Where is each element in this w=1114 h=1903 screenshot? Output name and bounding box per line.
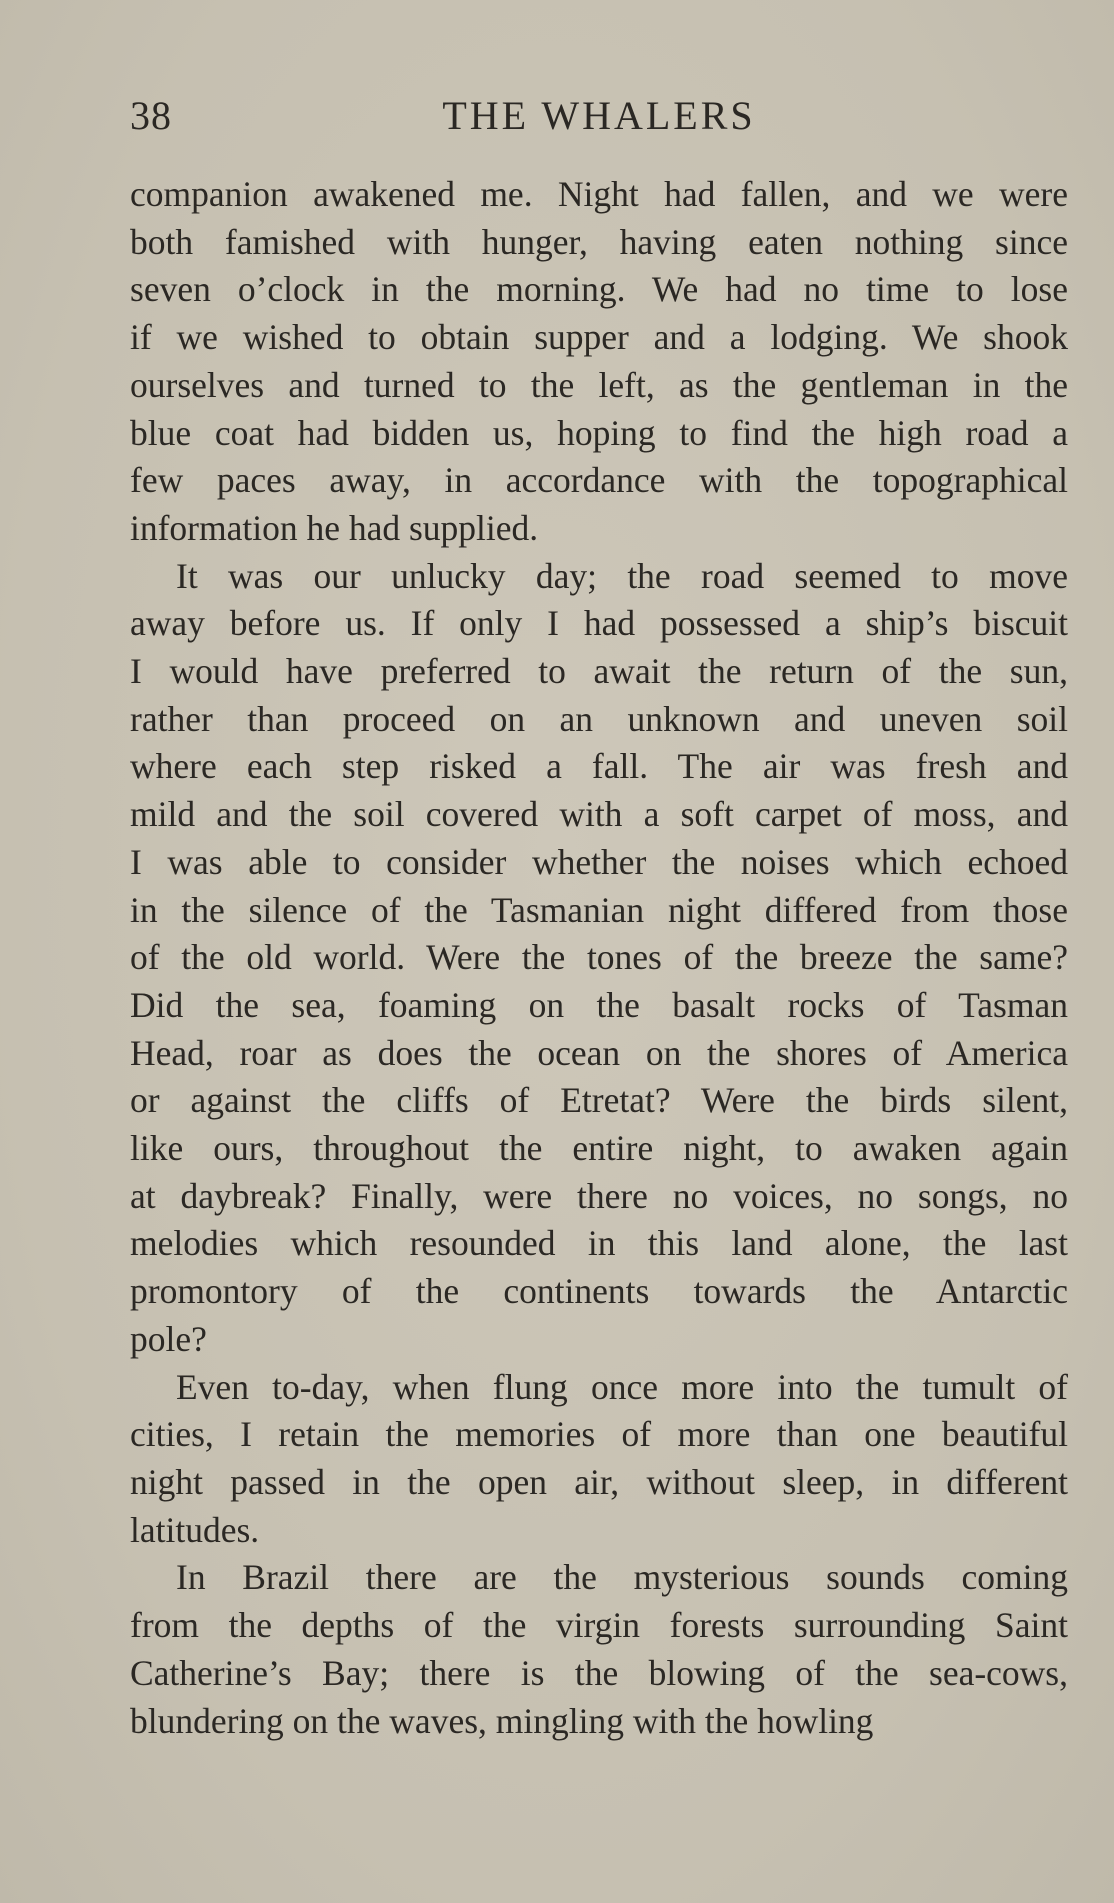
paragraph <box>130 1554 1068 1745</box>
text-line: like ours, throughout the entire night, to awaken again <box>130 1128 1068 1169</box>
paragraph <box>130 553 1068 1364</box>
text-line: from the depths of the virgin forests surrounding Saint <box>130 1605 1068 1646</box>
text-line: companion awakened me. Night had fallen, and we were <box>130 174 1068 214</box>
text-line: away before us. If only I had possessed a ship’s biscuit <box>130 603 1068 644</box>
text-line: In Brazil there are the mysterious sounds coming <box>176 1557 1068 1598</box>
text-line: Catherine’s Bay; there is the blowing of the sea-cows, <box>130 1652 1068 1693</box>
text-line: at daybreak? Finally, were there no voices, no songs, no <box>130 1175 1068 1216</box>
text-line: where each step risked a fall. The air was fresh and <box>130 746 1068 787</box>
body-text <box>130 171 1068 1745</box>
page-header <box>130 88 1068 144</box>
text-line: latitudes. <box>130 1509 260 1550</box>
text-line: It was our unlucky day; the road seemed to move <box>176 555 1068 596</box>
text-line: both famished with hunger, having eaten nothing since <box>130 221 1068 262</box>
text-line: if we wished to obtain supper and a lodging. We shook <box>130 317 1068 358</box>
text-line: mild and the soil covered with a soft carpet of moss, and <box>130 794 1068 835</box>
text-line: I was able to consider whether the noises which echoed <box>130 841 1068 882</box>
text-line: melodies which resounded in this land alone, the last <box>130 1223 1068 1264</box>
text-line: of the old world. Were the tones of the breeze the same? <box>130 937 1068 978</box>
page-number: 38 <box>130 93 172 138</box>
text-line: I would have preferred to await the return of the sun, <box>130 651 1068 692</box>
text-line: or against the cliffs of Etretat? Were the birds silent, <box>130 1080 1068 1121</box>
text-line: information he had supplied. <box>130 507 539 548</box>
text-line: blundering on the waves, mingling with the howling <box>130 1700 874 1741</box>
text-line: seven o’clock in the morning. We had no time to lose <box>130 269 1068 310</box>
text-line: promontory of the continents towards the Antarctic <box>130 1271 1068 1312</box>
text-line: cities, I retain the memories of more than one beautiful <box>130 1414 1068 1455</box>
text-line: pole? <box>130 1318 207 1359</box>
text-line: in the silence of the Tasmanian night differed from those <box>130 889 1068 930</box>
paragraph <box>130 1364 1068 1555</box>
text-line: ourselves and turned to the left, as the gentleman in the <box>130 364 1068 405</box>
text-line: Even to-day, when flung once more into the tumult of <box>176 1366 1068 1407</box>
text-line: Head, roar as does the ocean on the shores of America <box>130 1032 1068 1073</box>
running-title: THE WHALERS <box>442 93 756 138</box>
text-line: night passed in the open air, without sleep, in different <box>130 1461 1068 1502</box>
text-line: few paces away, in accordance with the topographical <box>130 460 1068 501</box>
text-line: Did the sea, foaming on the basalt rocks of Tasman <box>130 984 1068 1025</box>
text-line: blue coat had bidden us, hoping to find the high road a <box>130 412 1068 453</box>
paragraph <box>130 171 1068 553</box>
text-line: rather than proceed on an unknown and uneven soil <box>130 698 1068 739</box>
